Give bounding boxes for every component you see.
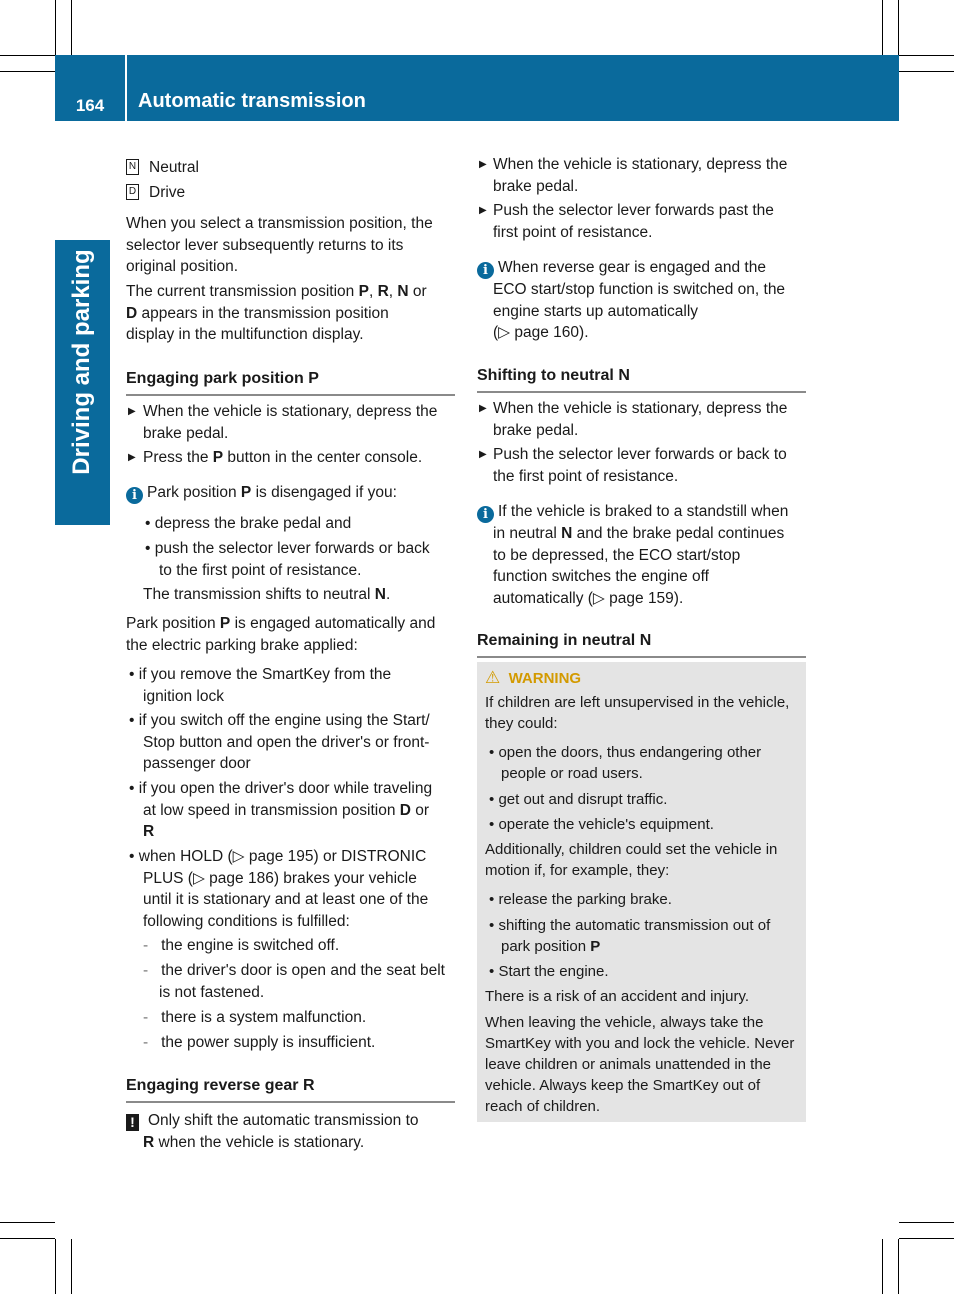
text-line: if you switch off the engine using the Start/ bbox=[138, 712, 430, 729]
step-arrow-icon: ▶ bbox=[479, 159, 487, 170]
text-line: vehicle. Always keep the SmartKey out of bbox=[485, 1077, 761, 1094]
crop-mark bbox=[55, 1239, 56, 1294]
text-line: Additionally, children could set the vehicle in bbox=[485, 841, 778, 858]
sub-list-item: - the power supply is insufficient. bbox=[143, 1034, 376, 1051]
step-item bbox=[477, 398, 807, 441]
step-arrow-icon: ▶ bbox=[479, 449, 487, 460]
text-line: the driver's door is open and the seat belt bbox=[161, 962, 445, 979]
text-line: brake pedal. bbox=[493, 421, 579, 439]
section-heading: Engaging reverse gear R bbox=[126, 1075, 455, 1103]
text-line: When reverse gear is engaged and the bbox=[498, 259, 766, 276]
list-item: • when HOLD (▷ page 195) or DISTRONIC PLUS (▷ page 186) brakes your vehicle until it is stationary and at least one of the following conditions is fulfilled: bbox=[129, 846, 428, 932]
info-note bbox=[126, 482, 456, 504]
paragraph bbox=[126, 213, 433, 278]
crop-mark bbox=[55, 0, 56, 55]
text-line: first point of resistance. bbox=[493, 223, 653, 241]
text-line: if you open the driver's door while traveling bbox=[138, 780, 433, 797]
warning-triangle-icon: ⚠ bbox=[485, 668, 501, 687]
text-line: Park position P is disengaged if you: bbox=[147, 484, 397, 501]
position-label: Neutral bbox=[149, 159, 199, 176]
text-line: the first point of resistance. bbox=[493, 467, 679, 485]
section-heading: Shifting to neutral N bbox=[477, 365, 806, 393]
text-line: brake pedal. bbox=[493, 177, 579, 195]
paragraph bbox=[485, 692, 789, 734]
text-line: until it is stationary and at least one of the bbox=[143, 891, 429, 908]
step-item bbox=[126, 401, 456, 444]
info-icon: i bbox=[477, 262, 494, 279]
crop-mark bbox=[882, 0, 883, 55]
sub-list-item: - the engine is switched off. bbox=[143, 937, 340, 954]
list-item: • depress the brake pedal and bbox=[145, 515, 352, 532]
paragraph bbox=[126, 613, 435, 656]
list-item: • if you open the driver's door while traveling at low speed in transmission position D or R bbox=[129, 778, 432, 843]
crop-mark bbox=[0, 1238, 55, 1239]
text-line: at low speed in transmission position D or bbox=[143, 801, 430, 819]
text-line: passenger door bbox=[143, 755, 251, 772]
list-item: • release the parking brake. bbox=[489, 891, 672, 908]
text-line: When the vehicle is stationary, depress the bbox=[143, 403, 438, 420]
info-note bbox=[477, 501, 807, 609]
text-line: If the vehicle is braked to a standstill when bbox=[498, 503, 789, 520]
text-line: R bbox=[143, 823, 155, 840]
text-line: Push the selector lever forwards or back to bbox=[493, 446, 787, 463]
text-line: D appears in the transmission position bbox=[126, 304, 389, 322]
text-line: operate the vehicle's equipment. bbox=[498, 816, 714, 833]
text-line: Start the engine. bbox=[498, 963, 609, 980]
text-line: the engine is switched off. bbox=[161, 937, 340, 954]
list-item: • if you remove the SmartKey from the ignition lock bbox=[129, 664, 391, 707]
text-line: is not fastened. bbox=[159, 983, 265, 1001]
text-line: park position P bbox=[501, 938, 601, 955]
list-item: • Start the engine. bbox=[489, 963, 609, 980]
text-line: shifting the automatic transmission out of bbox=[498, 917, 771, 934]
crop-mark bbox=[0, 71, 55, 72]
crop-mark bbox=[899, 1238, 954, 1239]
text-line: depress the brake pedal and bbox=[154, 515, 352, 532]
step-item bbox=[126, 447, 456, 469]
list-item: • push the selector lever forwards or back to the first point of resistance. bbox=[145, 538, 430, 581]
page-title: Automatic transmission bbox=[138, 90, 366, 112]
exclamation-icon: ! bbox=[126, 1114, 139, 1131]
position-item bbox=[126, 182, 185, 204]
text-line: When the vehicle is stationary, depress the bbox=[493, 156, 788, 173]
paragraph bbox=[126, 281, 427, 346]
text-line: Push the selector lever forwards past the bbox=[493, 202, 774, 219]
caution-note bbox=[126, 1110, 456, 1153]
page-number: 164 bbox=[75, 96, 105, 115]
text-line: When you select a transmission position, the bbox=[126, 215, 433, 232]
position-label: Drive bbox=[149, 184, 186, 201]
text-line: Only shift the automatic transmission to bbox=[148, 1112, 419, 1129]
position-item bbox=[126, 157, 199, 179]
list-item: • operate the vehicle's equipment. bbox=[489, 816, 714, 833]
crop-mark bbox=[899, 55, 954, 56]
text-line: the power supply is insufficient. bbox=[161, 1034, 376, 1051]
text-line: function switches the engine off bbox=[493, 568, 709, 585]
text-line: the electric parking brake applied: bbox=[126, 636, 358, 654]
text-line: when HOLD (▷ page 195) or DISTRONIC bbox=[138, 848, 427, 865]
crop-mark bbox=[71, 1239, 72, 1294]
text-line: to be depressed, the ECO start/stop bbox=[493, 546, 741, 564]
text-line: ignition lock bbox=[143, 687, 224, 705]
text-line: to the first point of resistance. bbox=[159, 561, 362, 579]
step-arrow-icon: ▶ bbox=[479, 403, 487, 414]
text-line: open the doors, thus endangering other bbox=[498, 744, 762, 761]
section-tab-label: Driving and parking bbox=[68, 249, 95, 475]
text-line: automatically (▷ page 159). bbox=[493, 589, 684, 607]
section-heading: Engaging park position P bbox=[126, 368, 455, 396]
crop-mark bbox=[0, 1222, 55, 1223]
list-item: • open the doors, thus endangering other people or road users. bbox=[489, 744, 762, 782]
paragraph bbox=[485, 1012, 794, 1117]
list-item: • shifting the automatic transmission out of park position P bbox=[489, 917, 771, 955]
text-line: Press the P button in the center console. bbox=[143, 449, 423, 466]
paragraph bbox=[485, 839, 777, 881]
text-line: engine starts up automatically bbox=[493, 302, 699, 320]
text-line: get out and disrupt traffic. bbox=[498, 791, 668, 808]
text-line: reach of children. bbox=[485, 1098, 601, 1115]
text-line: SmartKey with you and lock the vehicle. Never bbox=[485, 1035, 795, 1052]
text-line: PLUS (▷ page 186) brakes your vehicle bbox=[143, 869, 417, 887]
header-divider bbox=[125, 55, 127, 121]
step-item bbox=[477, 444, 807, 487]
text-line: leave children or animals unattended in the bbox=[485, 1056, 772, 1073]
text-line: in neutral N and the brake pedal continues bbox=[493, 525, 785, 542]
text-line: R when the vehicle is stationary. bbox=[143, 1133, 365, 1151]
text-line: following conditions is fulfilled: bbox=[143, 912, 350, 930]
text-line: When leaving the vehicle, always take the bbox=[485, 1014, 764, 1031]
text-line: If children are left unsupervised in the vehicle, bbox=[485, 694, 790, 711]
step-arrow-icon: ▶ bbox=[128, 406, 136, 417]
warning-label: WARNING bbox=[508, 670, 582, 687]
text-line: motion if, for example, they: bbox=[485, 862, 670, 879]
crop-mark bbox=[899, 71, 954, 72]
text-line: display in the multifunction display. bbox=[126, 326, 364, 343]
text-line: if you remove the SmartKey from the bbox=[138, 666, 392, 683]
text-line: there is a system malfunction. bbox=[161, 1009, 367, 1026]
crop-mark bbox=[899, 1222, 954, 1223]
position-glyph: D bbox=[126, 184, 139, 200]
text-line: ECO start/stop function is switched on, the bbox=[493, 281, 786, 298]
crop-mark bbox=[898, 1239, 899, 1294]
list-item: • get out and disrupt traffic. bbox=[489, 791, 668, 808]
text-line: Stop button and open the driver's or front- bbox=[143, 733, 430, 751]
step-arrow-icon: ▶ bbox=[128, 452, 136, 463]
list-item: • if you switch off the engine using the Start/ Stop button and open the driver's or front- passenger door bbox=[129, 710, 430, 775]
text-line: brake pedal. bbox=[143, 424, 229, 442]
step-item bbox=[477, 200, 807, 243]
position-glyph: N bbox=[126, 159, 139, 175]
crop-mark bbox=[898, 0, 899, 55]
info-icon: i bbox=[477, 506, 494, 523]
text-line: Park position P is engaged automatically and bbox=[126, 615, 436, 632]
text-line: selector lever subsequently returns to its bbox=[126, 236, 404, 254]
step-item bbox=[477, 154, 807, 197]
crop-mark bbox=[0, 55, 55, 56]
text-line: release the parking brake. bbox=[498, 891, 672, 908]
warning-header bbox=[485, 667, 581, 689]
sub-list-item: - there is a system malfunction. bbox=[143, 1009, 367, 1026]
crop-mark bbox=[882, 1239, 883, 1294]
text-line: original position. bbox=[126, 258, 239, 275]
crop-mark bbox=[71, 0, 72, 55]
text-line: The current transmission position P, R, N or bbox=[126, 283, 427, 300]
text-line: When the vehicle is stationary, depress the bbox=[493, 400, 788, 417]
paragraph: The transmission shifts to neutral N. bbox=[143, 586, 391, 603]
section-heading: Remaining in neutral N bbox=[477, 630, 806, 658]
paragraph: There is a risk of an accident and injury. bbox=[485, 988, 750, 1005]
text-line: people or road users. bbox=[501, 765, 643, 782]
info-note bbox=[477, 257, 807, 344]
sub-list-item: - the driver's door is open and the seat belt is not fastened. bbox=[143, 960, 445, 1003]
text-line: push the selector lever forwards or back bbox=[154, 540, 430, 557]
text-line: (▷ page 160). bbox=[493, 324, 589, 341]
text-line: they could: bbox=[485, 715, 558, 732]
info-icon: i bbox=[126, 487, 143, 504]
step-arrow-icon: ▶ bbox=[479, 205, 487, 216]
